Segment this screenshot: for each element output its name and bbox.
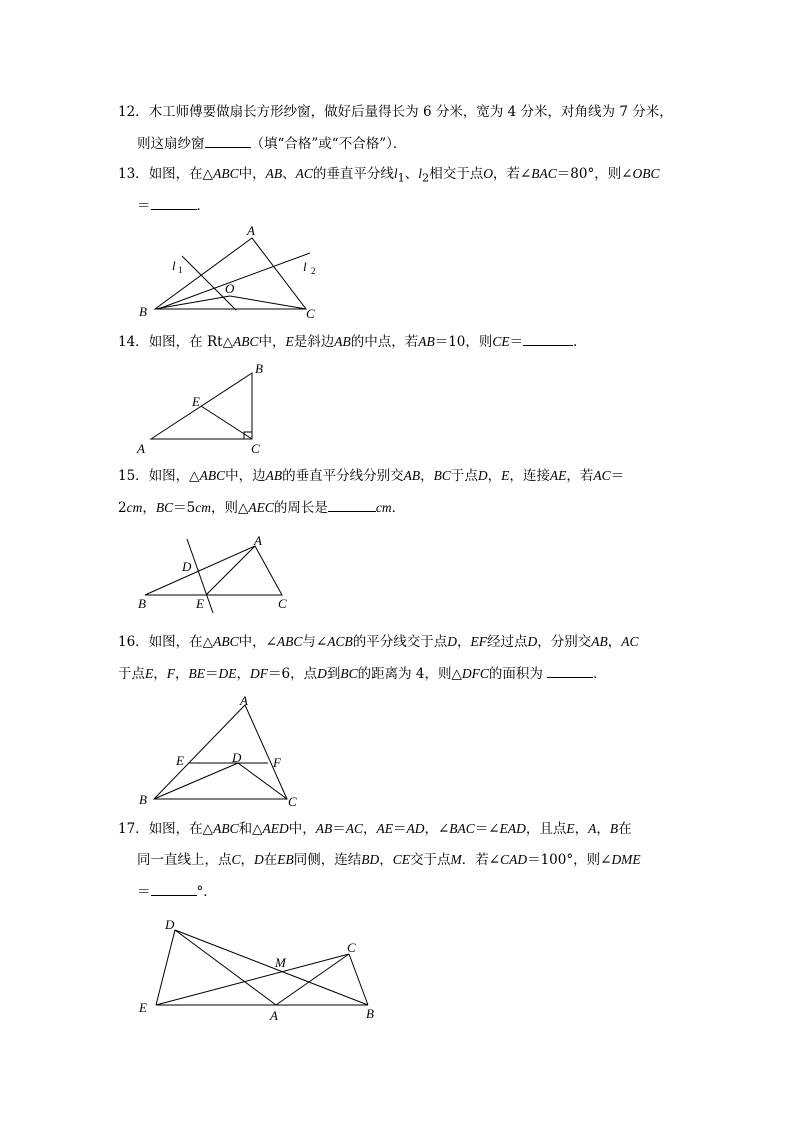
question-text: ＝∠: [474, 821, 500, 837]
label-e: E: [176, 753, 184, 768]
question-text: ，: [142, 500, 156, 516]
math-var: AEC: [248, 500, 274, 515]
math-var: AB: [265, 166, 283, 181]
label-c: C: [278, 596, 287, 611]
question-text: 在: [263, 852, 278, 868]
question-text: ，: [236, 666, 250, 682]
question-text: 的面积为: [488, 666, 543, 682]
question-text: ＝: [610, 468, 625, 484]
question-text: 中，: [258, 334, 286, 350]
math-var: AC: [593, 468, 611, 483]
question-text: 相交于点: [429, 166, 484, 182]
segment-ac: [276, 954, 349, 1005]
question-text: ＝80°，则∠: [556, 166, 633, 182]
math-sub: 1: [397, 171, 405, 185]
question-text: 与∠: [302, 634, 328, 650]
math-var: AB: [591, 634, 608, 649]
question-text: ＝: [137, 198, 151, 214]
question-text: ．: [391, 500, 406, 516]
math-sub: 2: [422, 171, 430, 185]
question-text: ，若: [566, 468, 594, 484]
question-text: 和△: [238, 821, 263, 837]
question-text: ，: [487, 468, 502, 484]
question-text: 如图，在△: [148, 634, 214, 650]
question-text: ，: [456, 634, 471, 650]
label-b: B: [138, 596, 146, 611]
math-var: AB: [403, 468, 421, 483]
math-var: D: [254, 852, 264, 867]
question-text: 中，∠: [238, 634, 277, 650]
question-text: 的平分线交于点: [352, 634, 448, 650]
question-text: 的垂直平分线分别交: [282, 468, 404, 484]
question-text: 如图，在△: [148, 166, 214, 182]
math-var: BAC: [531, 166, 557, 181]
label-d: D: [232, 750, 242, 765]
math-var: M: [450, 852, 462, 867]
math-var: D: [527, 634, 538, 649]
question-text: ，若∠: [492, 166, 532, 182]
question-text: 如图，在 Rt△: [148, 334, 233, 350]
question-text: 中，边: [225, 468, 266, 484]
label-b: B: [255, 361, 263, 376]
math-var: CE: [492, 334, 510, 349]
question-text: ＝: [332, 821, 346, 837]
question-text: ，: [574, 821, 589, 837]
math-var: DFC: [461, 666, 489, 681]
question-text: ，分别交: [537, 634, 592, 650]
segment-ed: [156, 930, 175, 1005]
math-var: AB: [265, 468, 283, 483]
math-var: ABC: [213, 821, 239, 836]
question-text: ＝: [205, 666, 219, 682]
question-text: ，: [420, 468, 434, 484]
question-text: 的垂直平分线: [312, 166, 394, 182]
label-a: A: [247, 223, 255, 238]
math-var: DF: [250, 666, 268, 681]
label-a: A: [240, 693, 248, 708]
math-var: BC: [155, 500, 174, 515]
question-text: 同一直线上，点: [137, 852, 232, 868]
question-text: 木工师傅要做扇长方形纱窗，做好后量得长为 6 分米，宽为 4 分米，对角线为 7 分米，: [148, 104, 673, 120]
math-var: E: [285, 334, 294, 349]
label-b: B: [366, 1006, 374, 1021]
question-text: ＝100°，则∠: [527, 852, 612, 868]
label-b: B: [139, 792, 147, 807]
math-var: DE: [218, 666, 237, 681]
label-d: D: [165, 917, 175, 932]
math-var: ABC: [199, 468, 226, 483]
segment-da: [175, 930, 276, 1005]
math-var: AB: [334, 334, 351, 349]
question-text: ，: [175, 666, 189, 682]
label-o: O: [225, 281, 235, 296]
question-text: 中，: [238, 166, 266, 182]
segment-cb: [349, 954, 368, 1005]
label-m: M: [275, 955, 286, 970]
question-number: 16．: [118, 634, 149, 650]
question-text: ＝: [392, 821, 407, 837]
question-text: ，: [607, 634, 622, 650]
label-c: C: [347, 940, 356, 955]
math-var: O: [483, 166, 493, 181]
question-text: ，: [379, 852, 393, 868]
math-unit: cm: [195, 500, 211, 515]
label-e: E: [192, 394, 200, 409]
math-var: F: [166, 666, 175, 681]
question-text: ，连接: [509, 468, 550, 484]
math-var: l: [418, 166, 423, 181]
question-text: （填“合格”或“不合格”）．: [250, 136, 407, 152]
question-text: 于点: [450, 468, 478, 484]
question-text: ，∠: [424, 821, 450, 837]
label-e: E: [139, 1000, 147, 1015]
question-text: ．: [593, 666, 607, 682]
question-text: 、: [282, 166, 296, 182]
question-text: ＝: [137, 884, 151, 900]
math-var: A: [588, 821, 597, 836]
math-var: EF: [470, 634, 487, 649]
question-text: 中，: [288, 821, 316, 837]
label-d: D: [182, 559, 192, 574]
question-text: 的距离为 4，则△: [357, 666, 462, 682]
question-number: 13．: [118, 166, 149, 182]
question-text: 经过点: [486, 634, 528, 650]
question-text: ，: [596, 821, 610, 837]
math-var: l: [393, 166, 398, 181]
label-a: A: [270, 1008, 278, 1023]
question-text: ＝10，则: [434, 334, 493, 350]
question-text: ，: [240, 852, 255, 868]
math-var: B: [609, 821, 619, 836]
question-text: ．: [573, 334, 587, 350]
label-b: B: [139, 304, 147, 319]
math-var: D: [447, 634, 457, 649]
question-number: 15．: [118, 468, 149, 484]
math-unit: cm: [126, 500, 143, 515]
question-text: 的周长是: [273, 500, 328, 516]
math-var: ABC: [276, 634, 303, 649]
math-var: AE: [376, 821, 393, 836]
math-var: AB: [418, 334, 435, 349]
question-text: ，则△: [210, 500, 249, 516]
math-var: AE: [549, 468, 567, 483]
question-text: ＝: [509, 334, 524, 350]
label-c: C: [306, 306, 315, 321]
math-var: AC: [345, 821, 363, 836]
math-var: EB: [277, 852, 294, 867]
math-var: ABC: [232, 334, 259, 349]
question-text: 在: [618, 821, 632, 837]
question-text: ，: [362, 821, 377, 837]
math-var: C: [231, 852, 241, 867]
label-a: A: [137, 441, 145, 456]
label-e: E: [196, 596, 204, 611]
question-text: 到: [326, 666, 341, 682]
question-number: 17．: [118, 821, 149, 837]
segment-ec: [156, 954, 349, 1005]
label-f: F: [273, 755, 281, 770]
question-text: 2: [118, 500, 127, 516]
math-var: ACB: [327, 634, 353, 649]
label-a: A: [254, 533, 262, 548]
segment-db: [175, 930, 368, 1005]
label-l2-sub: 2: [311, 266, 316, 276]
label-l1: l: [172, 258, 176, 273]
question-text: 于点: [118, 666, 145, 682]
math-var: BE: [188, 666, 205, 681]
math-var: DME: [611, 852, 641, 867]
math-var: E: [145, 666, 154, 681]
math-var: CAD: [500, 852, 528, 867]
math-var: CE: [392, 852, 411, 867]
math-var: AD: [406, 821, 425, 836]
question-text: 交于点: [410, 852, 451, 868]
question-text: ＝6，点: [268, 666, 318, 682]
label-c: C: [251, 441, 260, 456]
math-var: EAD: [499, 821, 526, 836]
label-l1-sub: 1: [178, 265, 183, 275]
math-var: BD: [361, 852, 380, 867]
question-text: 是斜边: [293, 334, 335, 350]
math-var: AC: [621, 634, 639, 649]
question-text: 的中点，若: [350, 334, 419, 350]
math-var: E: [501, 468, 510, 483]
math-var: AED: [262, 821, 289, 836]
math-var: AC: [295, 166, 313, 181]
question-text: 如图，△: [148, 468, 200, 484]
question-text: 则这扇纱窗: [137, 136, 205, 152]
question-text: ，: [153, 666, 167, 682]
question-text: ．: [196, 198, 210, 214]
question-text: 如图，在△: [148, 821, 214, 837]
question-text: ＝5: [173, 500, 196, 516]
question-text: 同侧，连结: [293, 852, 362, 868]
math-var: D: [477, 468, 488, 483]
question-text: °．: [196, 884, 217, 900]
math-var: BC: [340, 666, 358, 681]
math-var: OBC: [632, 166, 660, 181]
math-var: ABC: [213, 166, 239, 181]
math-var: BAC: [449, 821, 475, 836]
math-unit: cm: [375, 500, 392, 515]
question-text: ．若∠: [461, 852, 501, 868]
math-var: BC: [433, 468, 451, 483]
question-number: 12．: [118, 104, 149, 120]
math-var: E: [566, 821, 575, 836]
label-l2: l: [303, 259, 307, 274]
question-text: 、: [404, 166, 419, 182]
math-var: ABC: [213, 634, 239, 649]
math-var: D: [317, 666, 327, 681]
question-number: 14．: [118, 334, 149, 350]
math-var: AB: [315, 821, 333, 836]
question-text: ，且点: [525, 821, 567, 837]
label-c: C: [288, 794, 297, 809]
